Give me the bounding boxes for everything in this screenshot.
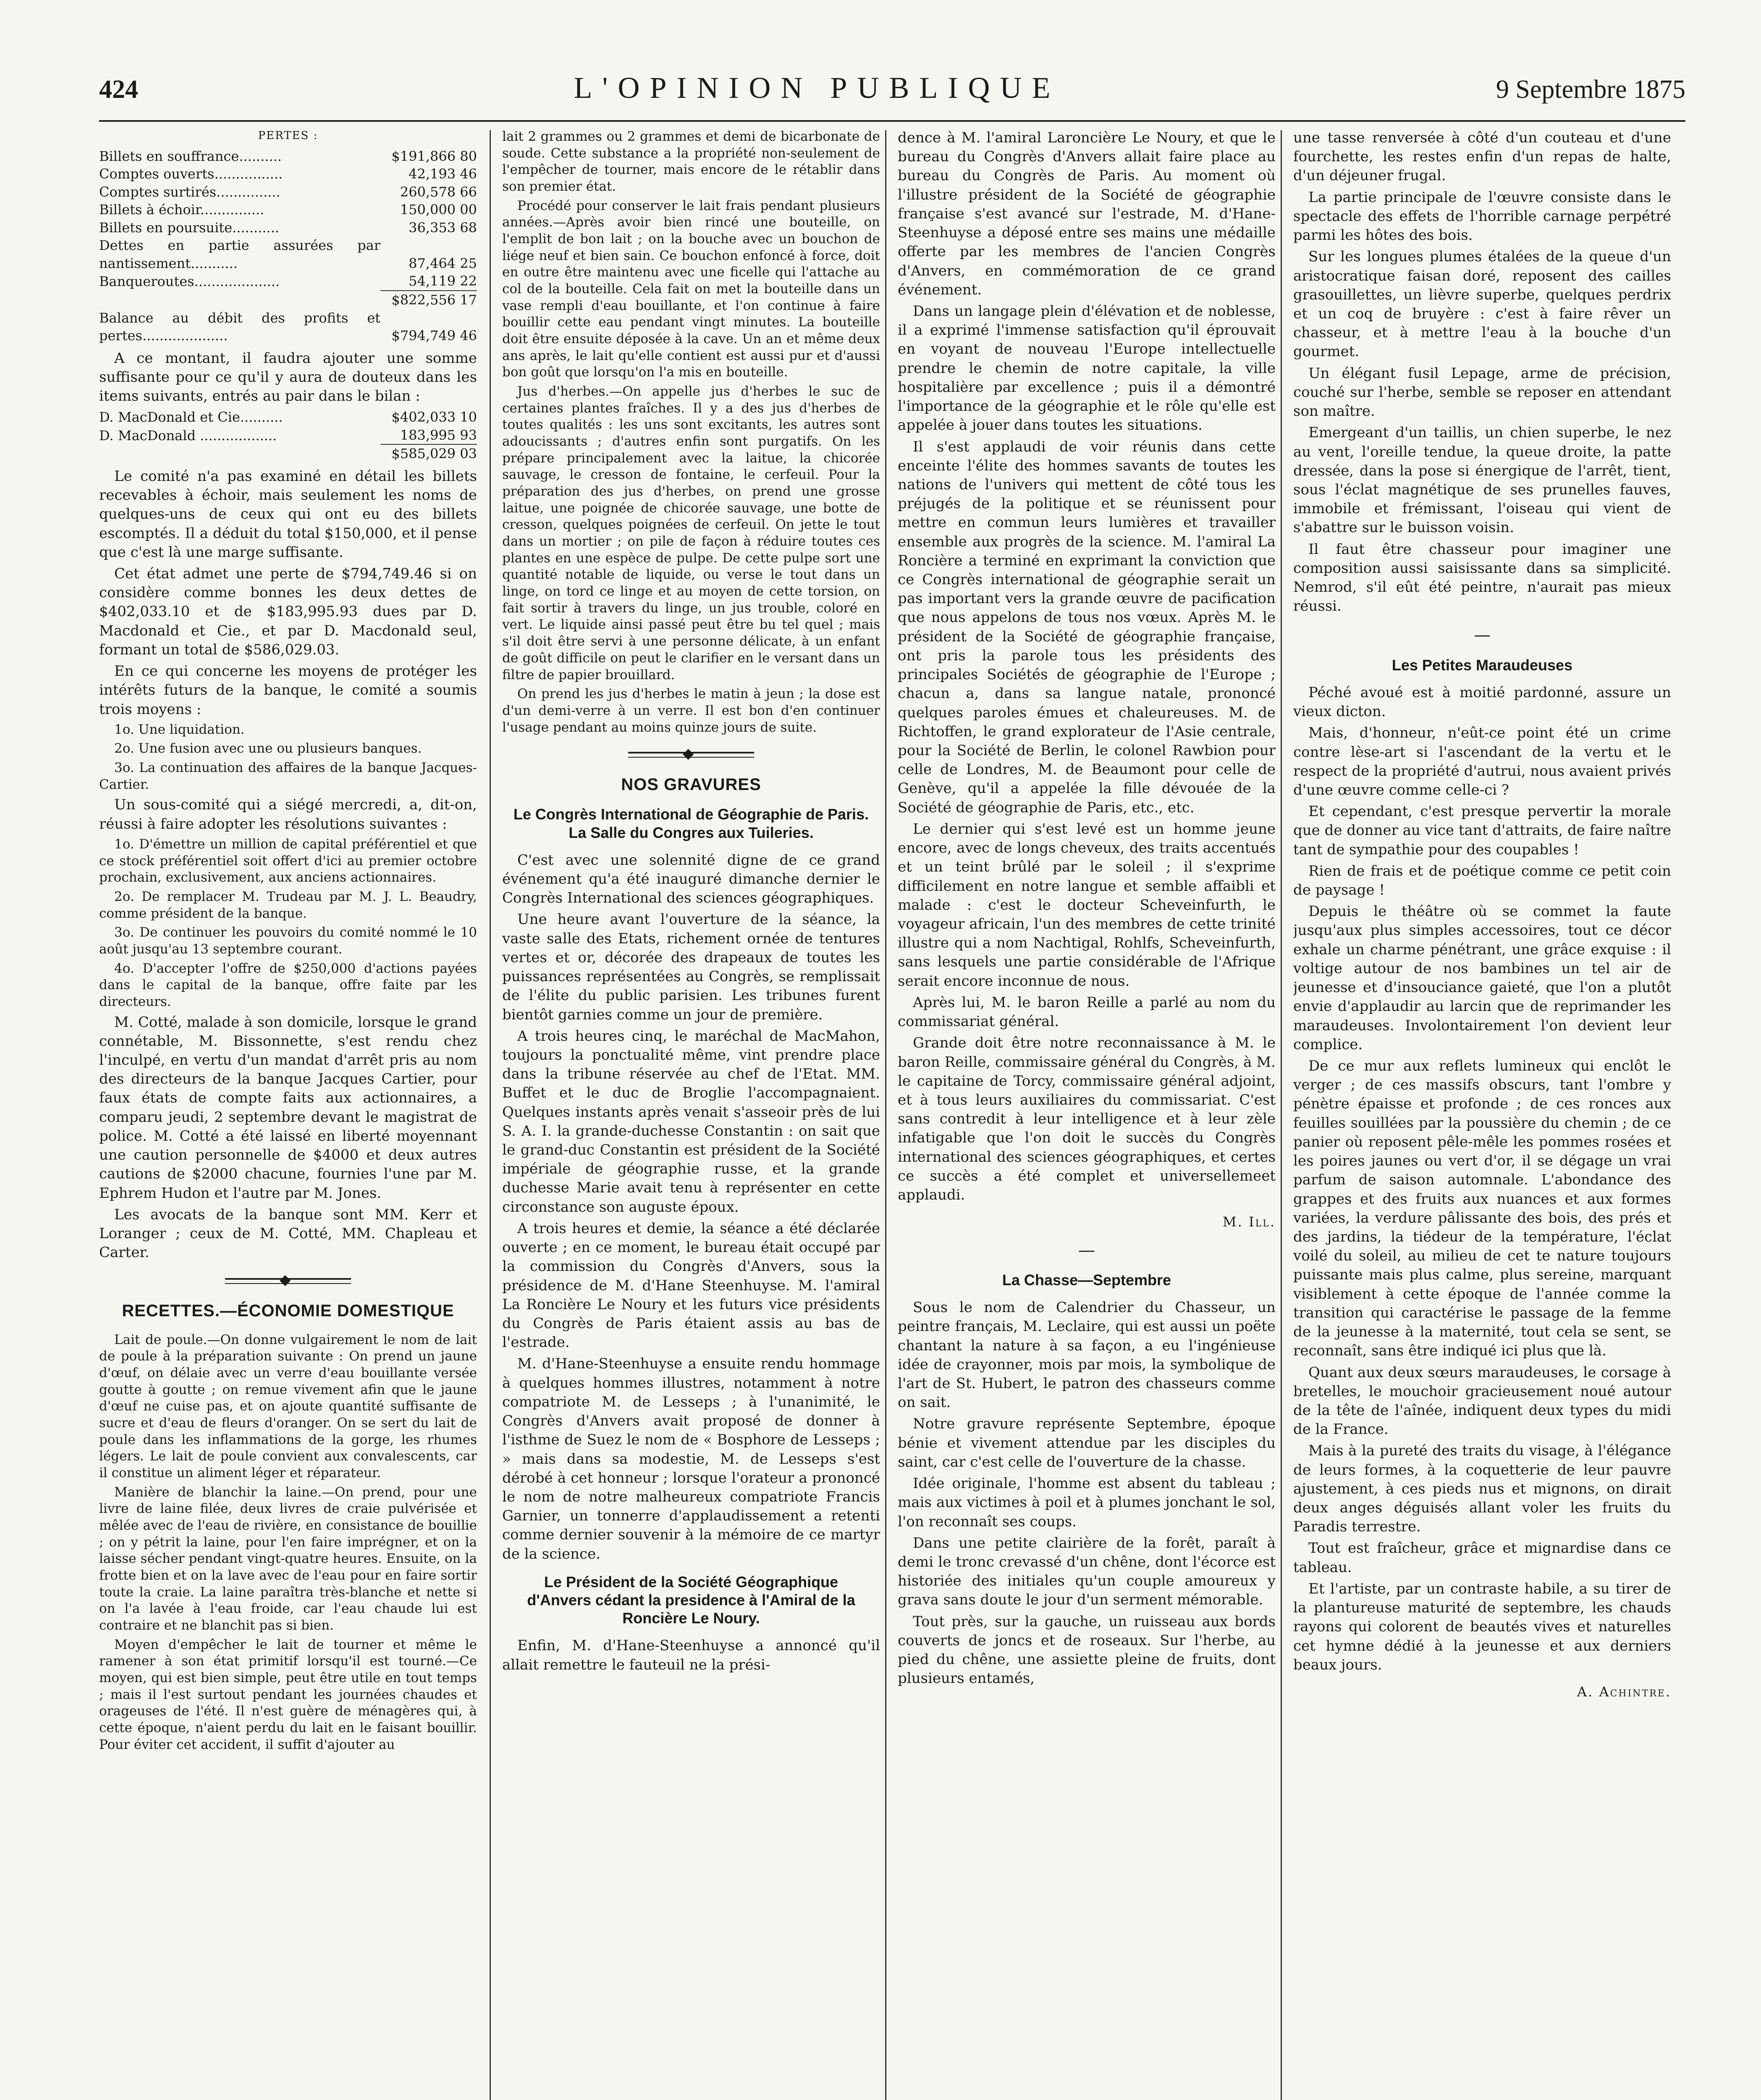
recipe-paragraph: Lait de poule.—On donne vulgairement le nom de lait de poule à la préparation suivante : On prend un jaune d'œuf, on délaie avec un verre d'eau bouillante versée goutte à goutte ; on remue vivement afin que le jaune d'œuf ne cuise pas, et on ajoute quantité suffisante de sucre et d'eau de fleurs d'oranger. On se sert du lait de poule dans les inflammations de la gorge, les rhumes légers. Le lait de poule convient aux convalescents, car il constitue un aliment léger et réparateur. <box>99 1332 477 1480</box>
balance-label: Balance au débit des profits et pertes.................... <box>99 310 380 344</box>
paragraph: De ce mur aux reflets lumineux qui enclôt le verger ; de ces massifs obscurs, tant l'ombre y pénètre épaisse et profonde ; de ces ronces aux feuilles souillées par la poussière du chemin ; de ce panier où reposent pêle-mêle les pommes rosées et les poires jaunes ou vert d'or, il se dégage un vrai parfum de saison automnale. L'abondance des grappes et des fruits aux nuances et aux formes variées, la verdure pâlissante des bois, des prés et des jardins, la tiédeur de la température, l'éclat voilé du soleil, au milieu de cet te nature toujours puissante mais plus calme, plus sereine, marquant visiblement à cette époque de l'année comme la transition qui caractérise le passage de la femme de la jeunesse à la maternité, tout cela se sent, se reconnaît, sans être indiqué ici plus que là. <box>1293 1058 1671 1360</box>
row-label: Comptes surtirés............... <box>99 184 280 200</box>
paragraph: Et cependant, c'est presque pervertir la morale que de donner au vice tant d'attraits, de faire naître tant de sympathie pour des coupables ! <box>1293 803 1671 858</box>
issue-date: 9 Septembre 1875 <box>1496 75 1685 104</box>
paragraph: Sur les longues plumes étalées de la queue d'un aristocratique faisan doré, reposent des cailles grasouillettes, un lièvre superbe, quelques perdrix et un coq de bruyère : c'est à faire rêver un chasseur, et à mettre l'eau à la bouche d'un gourmet. <box>1293 248 1671 360</box>
paragraph: Emergeant d'un taillis, un chien superbe, le nez au vent, l'oreille tendue, la queue droite, la patte dressée, dans la pose si énergique de l'arrêt, tient, sous l'éclat magnétique de ses prunelles fauves, immobile et frémissant, l'oiseau qui vient de s'abattre sur le buisson voisin. <box>1293 424 1671 536</box>
paragraph: En ce qui concerne les moyens de protéger les intérêts futurs de la banque, le comité a soumis trois moyens : <box>99 663 477 718</box>
paragraph: A ce montant, il faudra ajouter une somme suffisante pour ce qu'il y aura de douteux dans les items suivants, entrés au pair dans le bilan : <box>99 349 477 405</box>
newspaper-title: L'OPINION PUBLIQUE <box>574 71 1061 105</box>
header-rule <box>99 120 1685 122</box>
paragraph: Mais, d'honneur, n'eût-ce point été un crime contre lèse-art si l'ascendant de la vertu et le respect de la propriété d'autrui, nous avaient privés d'une œuvre comme celle-ci ? <box>1293 724 1671 798</box>
paragraph: une tasse renversée à côté d'un couteau et d'une fourchette, les restes enfin d'un repas de halte, d'un déjeuner frugal. <box>1293 129 1671 184</box>
row-amount: 87,464 25 <box>409 255 477 271</box>
row-label: Banqueroutes.................... <box>99 273 280 290</box>
table-row <box>99 408 477 426</box>
recipe-paragraph: Moyen d'empêcher le lait de tourner et même le ramener à son état primitif lorsqu'il est tourné.—Ce moyen, qui est bien simple, peut être utile en tout temps ; mais il l'est surtout pendant les journées chaudes et orageuses de l'été. Il n'est guère de ménagères qui, à cette époque, n'aient perdu du lait en le faisant bouillir. Pour éviter cet accident, il suffit d'ajouter au <box>99 1637 477 1752</box>
column-divider <box>490 130 491 2100</box>
paragraph: Depuis le théâtre où se commet la faute jusqu'aux plus simples accessoires, tout ce décor exhale un charme pénétrant, une grâce exquise : il voltige autour de nos bambines un tel air de jeunesse et d'insouciance gaieté, que l'on a plutôt envie d'applaudir au larcin que de reprimander les maraudeuses. Involontairement l'on devient leur complice. <box>1293 903 1671 1053</box>
table-row <box>99 426 477 445</box>
ornament-separator <box>502 744 880 765</box>
paragraph: Quant aux deux sœurs maraudeuses, le corsage à bretelles, le mouchoir gracieusement noué autour de la tête de l'aînée, indiquent deux types du midi de la France. <box>1293 1364 1671 1438</box>
paragraph: Cet état admet une perte de $794,749.46 si on considère comme bonnes les deux dettes de $402,033.10 et de $183,995.93 dues par D. Macdonald et Cie., et par D. Macdonald seul, formant un total de $586,029.03. <box>99 565 477 658</box>
column-divider <box>1281 130 1282 2100</box>
paragraph: Notre gravure représente Septembre, époque bénie et vivement attendue par les disciples du saint, car c'est celle de l'ouverture de la chasse. <box>898 1415 1276 1470</box>
paragraph: Un sous-comité qui a siégé mercredi, a, dit-on, réussi à faire adopter les résolutions suivantes : <box>99 796 477 832</box>
signature: A. Achintre. <box>1577 1684 1671 1700</box>
paragraph: Le comité n'a pas examiné en détail les billets recevables à échoir, mais seulement les noms de quelques-uns de ceux qui ont eu des billets escomptés. Il a déduit du total $150,000, et il pense que c'est là une marge suffisante. <box>99 467 477 561</box>
paragraph: Enfin, M. d'Hane-Steenhuyse a annoncé qu'il allait remettre le fauteuil ne la prési- <box>502 1637 880 1673</box>
row-label: Comptes ouverts................ <box>99 166 283 182</box>
paragraph: Rien de frais et de poétique comme ce petit coin de paysage ! <box>1293 862 1671 899</box>
row-amount: 36,353 68 <box>409 219 477 236</box>
paragraph: Le dernier qui s'est levé est un homme jeune encore, avec de longs cheveux, des traits accentués et un teint brûlé par le soleil ; il s'exprime difficilement en notre langue et semble affaibli et malade : c'est le docteur Scheveinfurth, le voyageur africain, l'un des membres de cette trinité illustre qui a nom Nachtigal, Rohlfs, Scheveinfurth, sans lesquels une partie considérable de l'Afrique serait encore inconnue de nous. <box>898 820 1276 990</box>
table-row <box>99 201 477 219</box>
table-row <box>99 309 477 345</box>
short-rule: — <box>1474 625 1491 645</box>
paragraph: Grande doit être notre reconnaissance à M. le baron Reille, commissaire général du Congrès, à M. le capitaine de Torcy, commissaire général adjoint, et à tous leurs auxiliaires du commissariat. C'est sans contredit à leur intelligence et à leur zèle infatigable que l'on doit le succès du Congrès international des sciences géographiques, et certes ce succès a été complet et universellemeet applaudi. <box>898 1034 1276 1204</box>
table-total-row <box>99 444 477 463</box>
list-item: 1o. Une liquidation. <box>114 722 245 737</box>
losses-total: $822,556 17 <box>380 291 477 309</box>
row-label: D. MacDonald .................. <box>99 427 277 444</box>
paragraph: A trois heures cinq, le maréchal de MacMahon, toujours la ponctualité même, vint prendre place dans la tribune réservée au chef de l'Etat. MM. Buffet et le duc de Broglie l'accompagnaient. Quelques instants après venait s'asseoir près de lui S. A. I. la grande-duchesse Constantin : on sait que le grand-duc Constantin est président de la Société impériale de géographie russe, et la grande duchesse Marie avait tenu à représenter en cette circonstance son auguste époux. <box>502 1027 880 1215</box>
paragraph: Après lui, M. le baron Reille a parlé au nom du commissariat général. <box>898 994 1276 1030</box>
losses-heading: PERTES : <box>258 129 318 142</box>
row-amount: 54,119 22 <box>409 273 477 289</box>
table-row <box>99 272 477 291</box>
paragraph: Sous le nom de Calendrier du Chasseur, un peintre français, M. Leclaire, qui est aussi un poëte chantant la nature à sa façon, a eu l'ingénieuse idée de crayonner, mois par mois, la symbolique de l'art de St. Hubert, le patron des chasseurs comme on sait. <box>898 1299 1276 1411</box>
table-row <box>99 165 477 183</box>
paragraph: Il s'est applaudi de voir réunis dans cette enceinte l'élite des hommes savants de toutes les nations de l'univers qui mettent de côté tous les préjugés de la politique et se réunissent pour mettre en commun leurs lumières et travailler ensemble aux progrès de la science. M. l'amiral La Roncière a terminé en exprimant la conviction que ce Congrès international de géographie serait un pas important vers la grande œuvre de pacification que nous appelons de tous nos vœux. Après M. le président de la Société de géographie française, ont pris la parole tous les présidents des principales Sociétés de géographie de l'Europe ; chacun a, dans sa langue natale, prononcé quelques paroles émues et chaleureuses. M. de Richtoffen, le grand explorateur de l'Asie centrale, pour la Société de Berlin, le colonel Rawbion pour celle de Londres, M. de Beaumont pour celle de Genève, qu'il a appelée la fille dévouée de la Société de géographie de Paris, etc., etc. <box>898 438 1276 816</box>
paragraph: Péché avoué est à moitié pardonné, assure un vieux dicton. <box>1293 684 1671 720</box>
recipe-paragraph: On prend les jus d'herbes le matin à jeun ; la dose est d'un demi-verre à un verre. Il est bon d'en continuer l'usage pendant au moins quinze jours de suite. <box>502 686 880 735</box>
paragraph: La partie principale de l'œuvre consiste dans le spectacle des effets de l'horrible carnage perpétré parmi les hôtes des bois. <box>1293 189 1671 244</box>
page-header <box>99 71 1685 117</box>
column-3 <box>898 129 1276 2100</box>
article-title-chasse: La Chasse—Septembre <box>1002 1271 1171 1289</box>
debts-table <box>99 408 477 463</box>
table-total-row <box>99 291 477 309</box>
row-amount: 183,995 93 <box>400 427 477 443</box>
ornament-separator <box>99 1270 477 1292</box>
page-number: 424 <box>99 75 138 104</box>
row-amount: $191,866 80 <box>391 148 477 164</box>
list-item: 2o. Une fusion avec une ou plusieurs banques. <box>114 741 422 756</box>
paragraph: Un élégant fusil Lepage, arme de précision, couché sur l'herbe, semble se reposer en attendant son maître. <box>1293 365 1671 420</box>
article-title-maraudeuses: Les Petites Maraudeuses <box>1392 656 1573 674</box>
paragraph: Les avocats de la banque sont MM. Kerr et Loranger ; ceux de M. Cotté, MM. Chapleau et Carter. <box>99 1206 477 1261</box>
column-divider <box>885 130 886 2100</box>
article-title-president: Le Président de la Société Géographique d'Anvers cédant la presidence à l'Amiral de la Roncière Le Noury. <box>527 1573 855 1627</box>
list-item: 3o. La continuation des affaires de la banque Jacques-Cartier. <box>99 760 477 792</box>
list-item: 2o. De remplacer M. Trudeau par M. J. L. Beaudry, comme président de la banque. <box>99 889 477 921</box>
losses-table <box>99 147 477 345</box>
paragraph: Tout près, sur la gauche, un ruisseau aux bords couverts de joncs et de roseaux. Sur l'herbe, au pied du chêne, une assiette pleine de fruits, dont plusieurs entamés, <box>898 1613 1276 1687</box>
table-row <box>99 219 477 237</box>
paragraph: Dans une petite clairière de la forêt, paraît à demi le tronc crevassé d'un chêne, dont l'écorce est historiée des initiales qu'un couple amoureux y grava sans doute le jour d'un serment mémorable. <box>898 1534 1276 1609</box>
paragraph: C'est avec une solennité digne de ce grand événement qu'a été inauguré dimanche dernier le Congrès International des sciences géographiques. <box>502 851 880 907</box>
signature: M. Ill. <box>1222 1214 1276 1230</box>
row-label: Billets en poursuite........... <box>99 219 279 236</box>
column-4 <box>1293 129 1671 2100</box>
row-amount: 260,578 66 <box>400 184 477 200</box>
row-label: D. MacDonald et Cie.......... <box>99 409 283 425</box>
row-amount: 42,193 46 <box>409 166 477 182</box>
row-label: Billets à échoir............... <box>99 202 265 218</box>
row-amount: 150,000 00 <box>400 202 477 218</box>
column-2 <box>502 129 880 2100</box>
paragraph: Tout est fraîcheur, grâce et mignardise dans ce tableau. <box>1293 1540 1671 1576</box>
recipe-paragraph: Jus d'herbes.—On appelle jus d'herbes le suc de certaines plantes fraîches. Il y a des jus d'herbes de toutes qualités : les uns sont excitants, les autres sont adoucissants ; d'autres enfin sont purgatifs. On les prépare principalement avec la laitue, la chicorée sauvage, le cresson de fontaine, le cerfeuil. Pour la préparation des jus d'herbes, on prend une grosse laitue, une poignée de chicorée sauvage, une botte de cresson, quelques poignées de cerfeuil. On jette le tout dans un mortier ; on pile de façon à réduire toutes ces plantes en une espèce de pulpe. De cette pulpe sort une quantité notable de liquide, ou verse le tout dans un linge, on tord ce linge et au moyen de cette torsion, on fait sortir à travers du linge, un jus trouble, coloré en vert. Le liquide ainsi passé peut être bu tel quel ; mais s'il doit être servi à une personne délicate, à un enfant de goût difficile on peut le clarifier en le versant dans un filtre de papier brouillard. <box>502 384 880 682</box>
balance-amount: $794,749 46 <box>391 328 477 344</box>
row-amount: $402,033 10 <box>391 409 477 425</box>
recipe-paragraph: Manière de blanchir la laine.—On prend, pour une livre de laine filée, deux livres de craie pulvérisée et mêlée avec de l'eau de rivière, en consistance de bouillie ; on y pétrit la laine, pour l'en faire imprégner, et on la laisse sécher pendant vingt-quatre heures. Ensuite, on la frotte bien et on la lave avec de l'eau pour en faire sortir toute la craie. La laine paraîtra très-blanche et nette si on l'a lavée à l'eau froide, car l'eau chaude lui est contraire et ne blanchit pas si bien. <box>99 1484 477 1633</box>
article-title-congres: Le Congrès International de Géographie de Paris. La Salle du Congres aux Tuileries. <box>513 806 869 841</box>
table-row <box>99 236 477 272</box>
paragraph: M. Cotté, malade à son domicile, lorsque le grand connétable, M. Bissonnette, s'est rendu chez l'inculpé, en vertu d'un mandat d'arrêt pris au nom des directeurs de la banque Jacques Cartier, pour faux états de compte faits aux actionnaires, a comparu jeudi, 2 septembre devant le magistrat de police. M. Cotté a été laissé en liberté moyennant une caution personnelle de $4000 et deux autres cautions de $2000 chacune, fournies l'une par M. Ephrem Hudon et l'autre par M. Jones. <box>99 1013 477 1202</box>
paragraph: Dans un langage plein d'élévation et de noblesse, il a exprimé l'immense satisfaction qu'il éprouvait en voyant de nouveau l'Europe intellectuelle prendre le chemin de notre capitale, la ville hospitalière par excellence ; puis il a démontré l'importance de la géographie et le rôle qu'elle est appelée à jouer dans toutes les situations. <box>898 302 1276 434</box>
paragraph: Il faut être chasseur pour imaginer une composition aussi saisissante dans sa simplicité. Nemrod, s'il eût été peintre, n'aurait pas mieux réussi. <box>1293 541 1671 615</box>
list-item: 4o. D'accepter l'offre de $250,000 d'actions payées dans le capital de la banque, offre faite par les directeurs. <box>99 961 477 1009</box>
short-rule: — <box>1078 1240 1095 1260</box>
table-row <box>99 147 477 165</box>
recipe-paragraph: lait 2 grammes ou 2 grammes et demi de bicarbonate de soude. Cette substance a la propriété non-seulement de l'empêcher de tourner, mais encore de le rétablir dans son premier état. <box>502 129 880 194</box>
paragraph: M. d'Hane-Steenhuyse a ensuite rendu hommage à quelques hommes illustres, notamment à notre compatriote M. de Lesseps ; à l'unanimité, le Congrès d'Anvers avait proposé de donner à l'isthme de Suez le nom de « Bosphore de Lesseps ; » mais dans sa modestie, M. de Lesseps s'est dérobé à cet honneur ; lorsque l'orateur a prononcé le nom de notre malheureux compatriote Francis Garnier, un tonnerre d'applaudissement a retenti comme dernier souvenir à la mémoire de ce martyr de la science. <box>502 1355 880 1562</box>
list-item: 1o. D'émettre un million de capital préférentiel et que ce stock préférentiel soit offert d'ici au premier octobre prochain, exclusivement, aux anciens actionnaires. <box>99 836 477 885</box>
row-label: Billets en souffrance.......... <box>99 148 282 164</box>
paragraph: Mais à la pureté des traits du visage, à l'élégance de leurs formes, à la coquetterie de leur pauvre ajustement, à ces pieds nus et mignons, on dirait deux anges déguisés allant voler les fruits du Paradis terrestre. <box>1293 1442 1671 1536</box>
table-row <box>99 183 477 201</box>
section-title-recettes: RECETTES.—ÉCONOMIE DOMESTIQUE <box>122 1302 454 1320</box>
paragraph: dence à M. l'amiral Laroncière Le Noury, et que le bureau du Congrès d'Anvers allait faire place au bureau du Congrès de Paris. Au moment où l'illustre président de la Société de géographie française s'est avancé sur l'estrade, M. d'Hane-Steenhuyse a déposé entre ses mains une médaille offerte par les membres de l'ancien Congrès d'Anvers, en commémoration de ce grand événement. <box>898 129 1276 298</box>
column-1 <box>99 129 477 2100</box>
paragraph: Une heure avant l'ouverture de la séance, la vaste salle des Etats, richement ornée de tentures vertes et or, décorée des drapeaux de toutes les puissances représentées au Congrès, se remplissait de l'élite du public parisien. Les tribunes furent bientôt garnies comme un jour de première. <box>502 911 880 1023</box>
row-label: Dettes en partie assurées par nantissement........... <box>99 237 380 271</box>
paragraph: Idée originale, l'homme est absent du tableau ; mais aux victimes à poil et à plumes jonchant le sol, l'on reconnaît ses coups. <box>898 1475 1276 1530</box>
recipe-paragraph: Procédé pour conserver le lait frais pendant plusieurs années.—Après avoir bien rincé une bouteille, on l'emplit de bon lait ; on la bouche avec un bouchon de liége neuf et bien sain. Ce bouchon enfoncé à force, doit en outre être maintenu avec une ficelle qui l'attache au col de la bouteille. Cela fait on met la bouteille dans un vase rempli d'eau bouillante, et l'on continue à faire bouillir cette eau pendant vingt minutes. La bouteille doit être ensuite déposée à la cave. Un an et même deux ans après, le lait qu'elle contient est aussi pur et d'aussi bon goût que lorsqu'on l'a mis en bouteille. <box>502 198 880 380</box>
paragraph: A trois heures et demie, la séance a été déclarée ouverte ; en ce moment, le bureau était occupé par la commission du Congrès d'Anvers, sous la présidence de M. d'Hane Steenhuyse. M. l'amiral La Roncière Le Noury et les futurs vice présidents du Congrès de Paris étaient assis au bas de l'estrade. <box>502 1220 880 1351</box>
paragraph: Et l'artiste, par un contraste habile, a su tirer de la plantureuse maturité de septembre, les chauds rayons qui colorent de beautés vives et naturelles cet hymne dédié à la jeunesse et aux derniers beaux jours. <box>1293 1580 1671 1673</box>
list-item: 3o. De continuer les pouvoirs du comité nommé le 10 août jusqu'au 13 septembre courant. <box>99 925 477 957</box>
section-title-gravures: NOS GRAVURES <box>621 775 761 794</box>
debts-total: $585,029 03 <box>380 444 477 463</box>
